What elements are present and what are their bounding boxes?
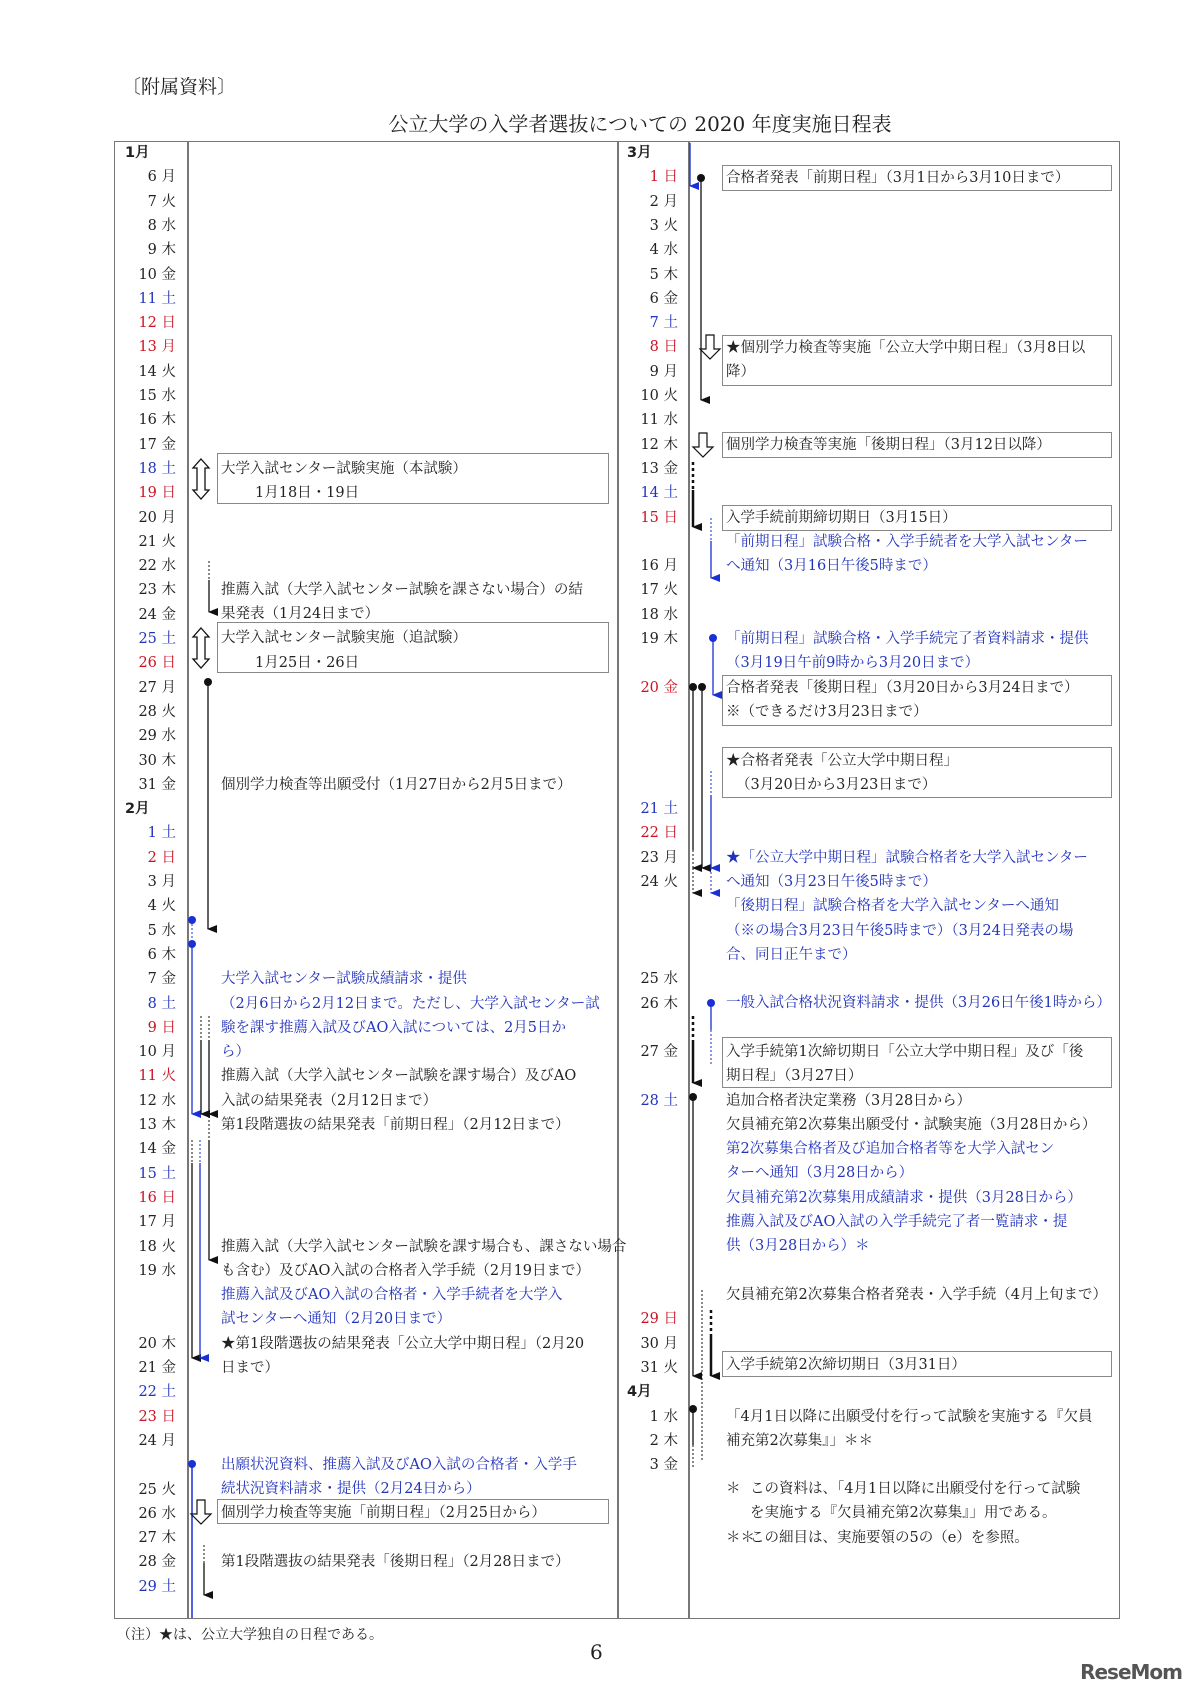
date-row: 30 木 [138,752,176,769]
event-center-scores-2: （2月6日から2月12日まで。ただし、大学入試センター試 [221,996,600,1012]
event-deadline-zenki: 入学手続前期締切期日（3月15日） [726,510,957,526]
date-row: 8 水 [147,217,176,234]
event-center-scores-3: 験を課す推薦入試及びAO入試については、2月5日か [221,1020,567,1036]
annex-label: 〔附属資料〕 [122,76,237,98]
date-row: 7 火 [147,193,176,210]
date-row: 3 金 [649,1457,678,1474]
date-row: 20 月 [138,509,176,526]
event-suisen-enroll: 推薦入試（大学入試センター試験を課す場合も、課さない場合 [221,1239,627,1255]
date-row: 16 月 [640,558,678,575]
date-row: 28 土 [640,1092,678,1109]
date-row: 23 月 [640,849,678,866]
date-row: 15 水 [138,388,176,404]
date-row: 24 火 [640,874,678,890]
date-row: 15 土 [138,1165,176,1182]
date-row: 12 日 [138,315,176,332]
event-april-recruit: 「4月1日以降に出願受付を行って試験を実施する『欠員 [726,1409,1093,1425]
month-label-feb: 2月 [125,801,150,817]
date-row: 16 日 [138,1189,176,1206]
date-row: 20 金 [640,679,678,696]
date-row: 1 水 [649,1408,678,1425]
date-row: 5 水 [147,922,176,939]
event-stage1-chuki: ★第1段階選抜の結果発表「公立大学中期日程」（2月20 [221,1336,585,1352]
date-row: 3 火 [649,217,678,234]
date-row: 11 火 [138,1068,176,1085]
note-2: この細目は、実施要領の5の（e）を参照。 [750,1530,1029,1546]
date-row: 11 水 [640,412,678,429]
date-row: 7 金 [147,971,176,988]
event-exam-chuki-2: 降） [726,364,755,380]
date-row: 4 火 [147,898,176,915]
event-center-exam-main: 大学入試センター試験実施（本試験） [221,461,467,477]
date-row: 26 日 [138,655,176,672]
event-suisen-list-2: 供（3月28日から）＊ [726,1238,870,1254]
note-2-mark: ＊＊ [726,1530,755,1546]
date-row: 9 月 [649,363,678,380]
date-row: 13 金 [640,460,678,477]
event-deadline-2nd: 入学手続第2次締切期日（3月31日） [726,1357,966,1373]
event-notify-koki: 「後期日程」試験合格者を大学入試センターへ通知 [726,898,1059,914]
event-second-recruit: 欠員補充第2次募集出願受付・試験実施（3月28日から） [726,1117,1097,1133]
date-row: 14 土 [640,485,678,502]
event-deadline-1st: 入学手続第1次締切期日「公立大学中期日程」及び「後 [726,1044,1084,1060]
month-label-apr: 4月 [627,1384,652,1400]
page-number: 6 [590,1640,603,1664]
date-row: 1 土 [147,825,176,842]
date-row: 12 木 [640,436,678,453]
event-deadline-1st-2: 期日程」（3月27日） [726,1068,863,1084]
date-row: 18 火 [138,1238,176,1255]
date-row: 30 月 [640,1335,678,1352]
month-label-jan: 1月 [125,145,150,161]
date-row: 26 水 [138,1505,176,1522]
date-row: 22 日 [640,825,678,842]
event-exam-chuki: ★個別学力検査等実施「公立大学中期日程」（3月8日以 [726,340,1086,356]
date-row: 6 月 [147,169,176,186]
date-row: 8 土 [147,995,176,1012]
event-application-period: 個別学力検査等出願受付（1月27日から2月5日まで） [221,777,572,793]
event-suisen-no-center: 推薦入試（大学入試センター試験を課さない場合）の結 [221,582,583,598]
date-row: 26 木 [640,995,678,1012]
date-row: 25 土 [138,631,176,647]
date-row: 27 月 [138,679,176,696]
event-general-status: 一般入試合格状況資料請求・提供（3月26日午後1時から） [726,995,1111,1011]
date-row: 13 木 [138,1117,176,1133]
date-row: 25 水 [640,971,678,988]
date-row: 19 木 [640,631,678,647]
event-notify-zenki-2: へ通知（3月16日午後5時まで） [726,558,937,574]
date-row: 21 金 [138,1360,176,1376]
event-notify-koki-3: 合、同日正午まで） [726,947,857,963]
date-row: 7 土 [649,315,678,332]
event-center-exam-makeup: 大学入試センター試験実施（追試験） [221,630,467,646]
date-row: 3 月 [147,874,176,890]
date-row: 10 月 [138,1044,176,1061]
date-row: 28 金 [138,1554,176,1571]
event-suisen-with-center-2: 入試の結果発表（2月12日まで） [221,1093,438,1109]
date-row: 9 日 [147,1019,176,1036]
date-row: 14 火 [138,363,176,380]
event-suisen-enroll-2: も含む）及びAO入試の合格者入学手続（2月19日まで） [221,1263,591,1279]
event-suisen-notify-2: 試センターへ通知（2月20日まで） [221,1311,452,1327]
date-row: 18 水 [640,606,678,623]
event-notify-chuki-2: へ通知（3月23日午後5時まで） [726,874,937,890]
event-app-status-2: 続状況資料請求・提供（2月24日から） [221,1481,481,1497]
event-center-exam-makeup-dates: 1月25日・26日 [255,655,360,671]
event-notify-second: 第2次募集合格者及び追加合格者等を大学入試セン [726,1141,1055,1157]
page-title: 公立大学の入学者選抜についての 2020 年度実施日程表 [388,112,892,136]
event-notify-chuki: ★「公立大学中期日程」試験合格者を大学入試センター [726,850,1088,866]
date-row: 25 火 [138,1481,176,1498]
note-1-mark: ＊ [726,1481,741,1497]
date-row: 17 月 [138,1214,176,1231]
event-stage1-koki: 第1段階選抜の結果発表「後期日程」（2月28日まで） [221,1554,570,1570]
watermark-logo: ReseMom [1080,1660,1182,1684]
date-row: 1 日 [649,169,678,186]
date-row: 4 水 [649,242,678,259]
date-row: 28 火 [138,703,176,720]
date-row: 2 月 [649,193,678,210]
event-additional-pass: 追加合格者決定業務（3月28日から） [726,1093,972,1109]
date-row: 21 土 [640,801,678,818]
date-row: 12 水 [138,1092,176,1109]
event-second-scores: 欠員補充第2次募集用成績請求・提供（3月28日から） [726,1190,1082,1206]
date-row: 2 日 [147,849,176,866]
date-row: 29 土 [138,1578,176,1595]
event-suisen-no-center-2: 果発表（1月24日まで） [221,606,380,622]
date-row: 19 日 [138,485,176,502]
event-notify-zenki: 「前期日程」試験合格・入学手続者を大学入試センター [726,534,1088,550]
left-date-divider [187,141,189,1619]
date-row: 17 金 [138,436,176,453]
event-request-zenki-2: （3月19日午前9時から3月20日まで） [726,655,980,671]
date-row: 20 木 [138,1335,176,1352]
date-row: 22 水 [138,558,176,575]
footnote: （注）★は、公立大学独自の日程である。 [117,1627,383,1643]
date-row: 9 木 [147,242,176,259]
date-row: 23 日 [138,1408,176,1425]
note-1-2: を実施する『欠員補充第2次募集』」用である。 [750,1505,1057,1521]
event-suisen-list: 推薦入試及びAO入試の入学手続完了者一覧請求・提 [726,1214,1068,1230]
event-exam-zenki: 個別学力検査等実施「前期日程」（2月25日から） [221,1505,546,1521]
right-date-divider [688,141,690,1619]
event-notify-second-2: ターへ通知（3月28日から） [726,1165,914,1181]
date-row: 10 火 [640,388,678,404]
date-row: 15 日 [640,509,678,526]
date-row: 2 木 [649,1432,678,1449]
date-row: 18 土 [138,460,176,477]
event-center-scores-4: ら） [221,1044,250,1060]
event-second-pass: 欠員補充第2次募集合格者発表・入学手続（4月上旬まで） [726,1287,1107,1303]
event-pass-zenki: 合格者発表「前期日程」（3月1日から3月10日まで） [726,170,1070,186]
event-request-zenki: 「前期日程」試験合格・入学手続完了者資料請求・提供 [726,631,1089,647]
event-stage1-zenki: 第1段階選抜の結果発表「前期日程」（2月12日まで） [221,1117,570,1133]
date-row: 27 木 [138,1530,176,1547]
event-stage1-chuki-2: 日まで） [221,1360,279,1376]
date-row: 10 金 [138,266,176,283]
date-row: 27 金 [640,1044,678,1061]
date-row: 17 火 [640,582,678,599]
date-row: 24 月 [138,1432,176,1449]
date-row: 6 金 [649,290,678,307]
date-row: 19 水 [138,1262,176,1279]
date-row: 8 日 [649,339,678,356]
date-row: 31 金 [138,776,176,793]
date-row: 22 土 [138,1384,176,1401]
date-row: 16 木 [138,412,176,429]
date-row: 11 土 [138,290,176,307]
event-pass-chuki: ★合格者発表「公立大学中期日程」 [726,753,958,769]
date-row: 29 水 [138,728,176,745]
event-suisen-with-center: 推薦入試（大学入試センター試験を課す場合）及びAO [221,1068,577,1084]
event-pass-koki: 合格者発表「後期日程」（3月20日から3月24日まで） [726,680,1079,696]
event-pass-chuki-2: （3月20日から3月23日まで） [736,777,937,793]
date-row: 13 月 [138,339,176,356]
event-center-scores: 大学入試センター試験成績請求・提供 [221,971,467,987]
event-april-recruit-2: 補充第2次募集』」＊＊ [726,1433,873,1449]
event-suisen-notify: 推薦入試及びAO入試の合格者・入学手続者を大学入 [221,1287,563,1303]
date-row: 29 日 [640,1311,678,1328]
date-row: 23 木 [138,582,176,599]
event-app-status: 出願状況資料、推薦入試及びAO入試の合格者・入学手 [221,1457,577,1473]
event-exam-koki: 個別学力検査等実施「後期日程」（3月12日以降） [726,437,1051,453]
center-divider [617,141,619,1619]
month-label-mar: 3月 [627,145,652,161]
event-center-exam-main-dates: 1月18日・19日 [255,485,360,501]
event-pass-koki-2: ※（できるだけ3月23日まで） [726,704,928,720]
date-row: 31 火 [640,1360,678,1376]
date-row: 14 金 [138,1141,176,1158]
date-row: 5 木 [649,266,678,283]
date-row: 24 金 [138,606,176,623]
event-notify-koki-2: （※の場合3月23日午後5時まで）（3月24日発表の場 [726,923,1074,939]
date-row: 6 木 [147,946,176,963]
note-1: この資料は、「4月1日以降に出願受付を行って試験 [750,1481,1081,1497]
date-row: 21 火 [138,533,176,550]
